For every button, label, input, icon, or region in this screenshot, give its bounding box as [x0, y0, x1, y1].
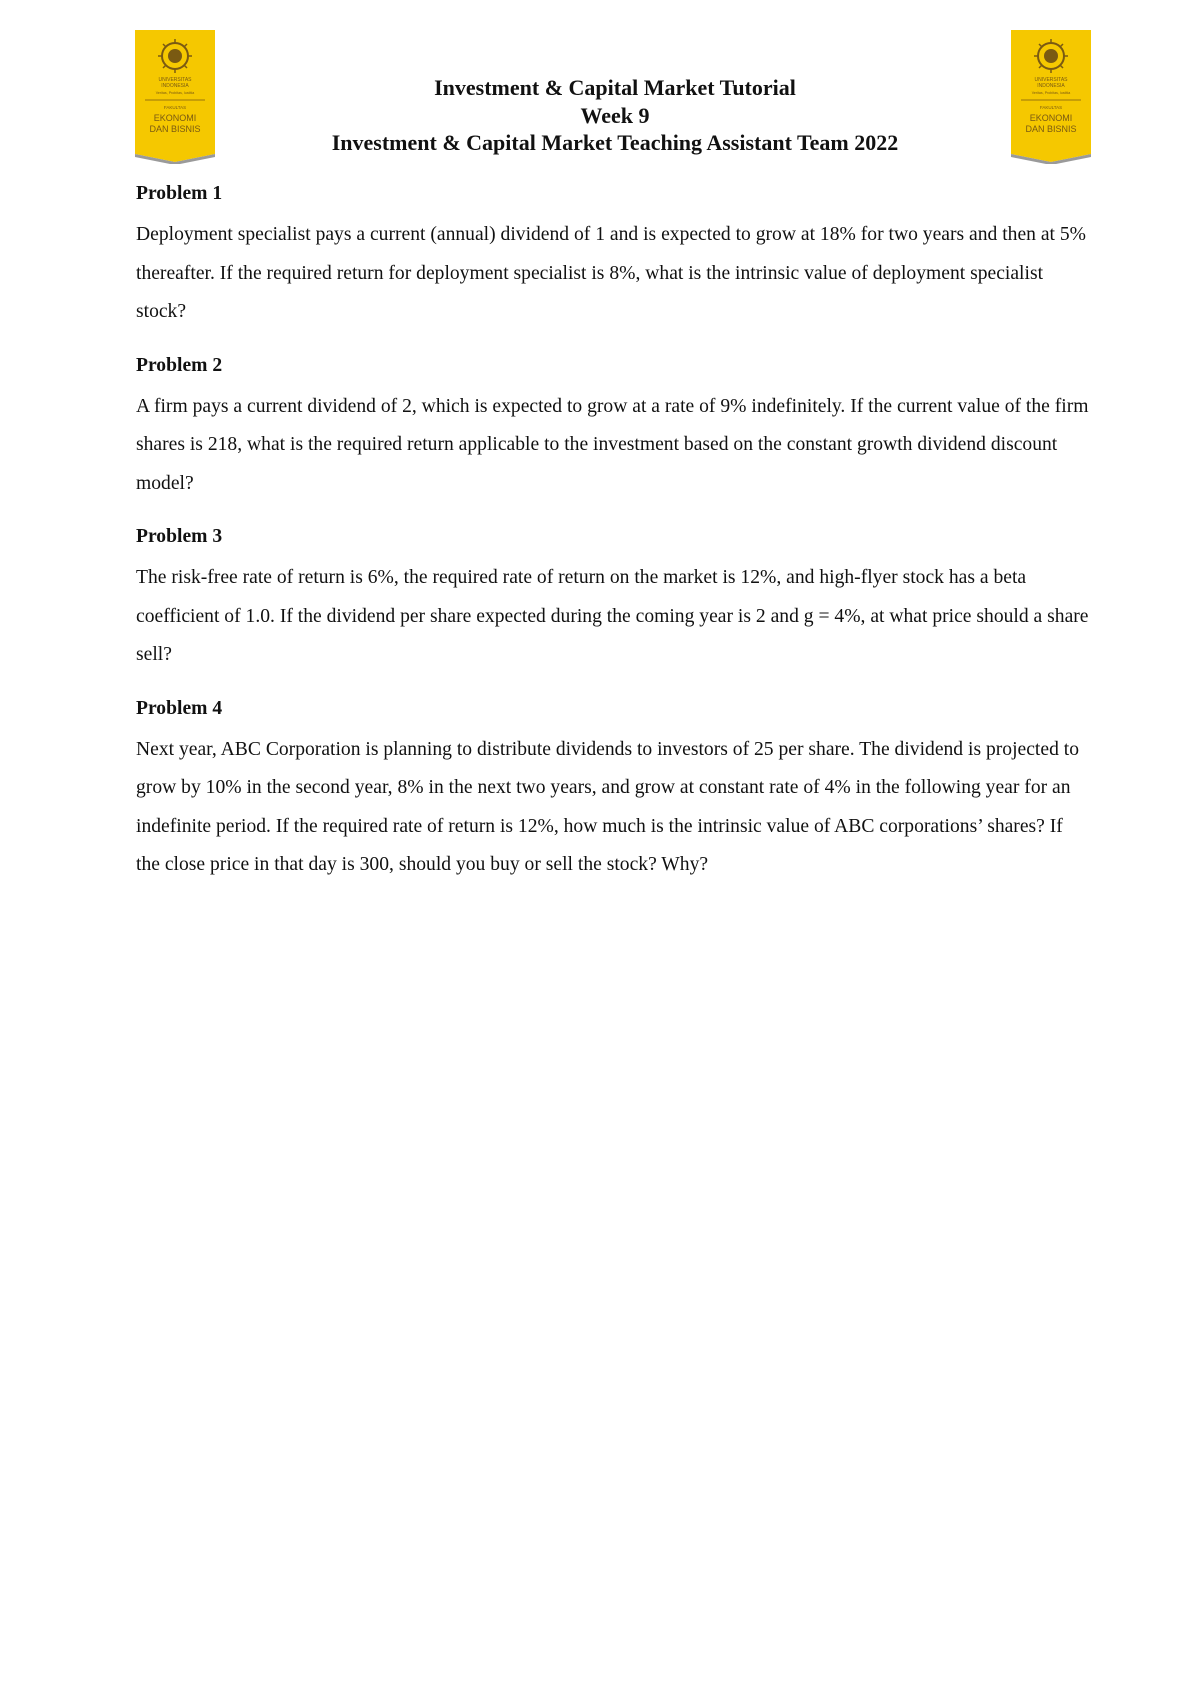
faculty-logo-left [135, 30, 215, 164]
team-label: Investment & Capital Market Teaching Assistant Team 2022 [331, 130, 899, 155]
document-header [230, 74, 1000, 157]
faculty-logo-right [1011, 30, 1091, 164]
svg-text:DAN BISNIS: DAN BISNIS [149, 124, 201, 134]
problem-text: Next year, ABC Corporation is planning to distribute dividends to investors of 25 per share. The dividend is projected to grow by 10% in the second year, 8% in the next two years, and grow at constant rate of 4% in the following year for an indefinite period. If the required rate of return is 12%, how much is the intrinsic value of ABC corporations’ shares? If the close price in that day is 300, should you buy or sell the stock? Why? [136, 738, 1080, 875]
problem-list [136, 180, 1091, 905]
problem-heading: Problem 4 [136, 697, 223, 719]
svg-text:FAKULTAS: FAKULTAS [163, 105, 187, 110]
svg-text:UNIVERSITAS: UNIVERSITAS [158, 77, 192, 83]
svg-text:DAN BISNIS: DAN BISNIS [1025, 124, 1077, 134]
problem-3 [136, 523, 1091, 675]
svg-text:INDONESIA: INDONESIA [1037, 83, 1065, 89]
problem-4 [136, 695, 1091, 885]
document-title: Investment & Capital Market Tutorial [434, 75, 796, 100]
university-crest-icon [1011, 30, 1091, 164]
problem-heading: Problem 1 [136, 183, 223, 204]
svg-text:Veritas, Probitas, Iustitia: Veritas, Probitas, Iustitia [155, 91, 195, 95]
problem-text: The risk-free rate of return is 6%, the required rate of return on the market is 12%, and high-flyer stock has a beta coefficient of 1.0. If the dividend per share expected during the coming year is 2 and g = 4%, at what price should a share sell? [136, 567, 1089, 665]
svg-text:EKONOMI: EKONOMI [153, 113, 197, 123]
problem-heading: Problem 2 [136, 354, 223, 376]
problem-text: A firm pays a current dividend of 2, which is expected to grow at a rate of 9% indefinitely. If the current value of the firm shares is 218, what is the required return applicable to the investment based on the constant growth dividend discount model? [136, 395, 1089, 494]
svg-text:EKONOMI: EKONOMI [1029, 113, 1073, 123]
university-crest-icon [135, 30, 215, 164]
problem-2 [136, 352, 1091, 504]
problem-1 [136, 180, 1091, 332]
svg-text:UNIVERSITAS: UNIVERSITAS [1034, 77, 1068, 83]
svg-text:INDONESIA: INDONESIA [161, 83, 189, 89]
svg-text:FAKULTAS: FAKULTAS [1039, 105, 1063, 110]
problem-heading: Problem 3 [136, 526, 223, 547]
problem-text: Deployment specialist pays a current (annual) dividend of 1 and is expected to grow at 18% for two years and then at 5% thereafter. If the required return for deployment specialist is 8%, what is the intrinsic value of deployment specialist stock? [136, 224, 1087, 322]
svg-text:Veritas, Probitas, Iustitia: Veritas, Probitas, Iustitia [1031, 91, 1071, 95]
week-label: Week 9 [580, 102, 650, 128]
